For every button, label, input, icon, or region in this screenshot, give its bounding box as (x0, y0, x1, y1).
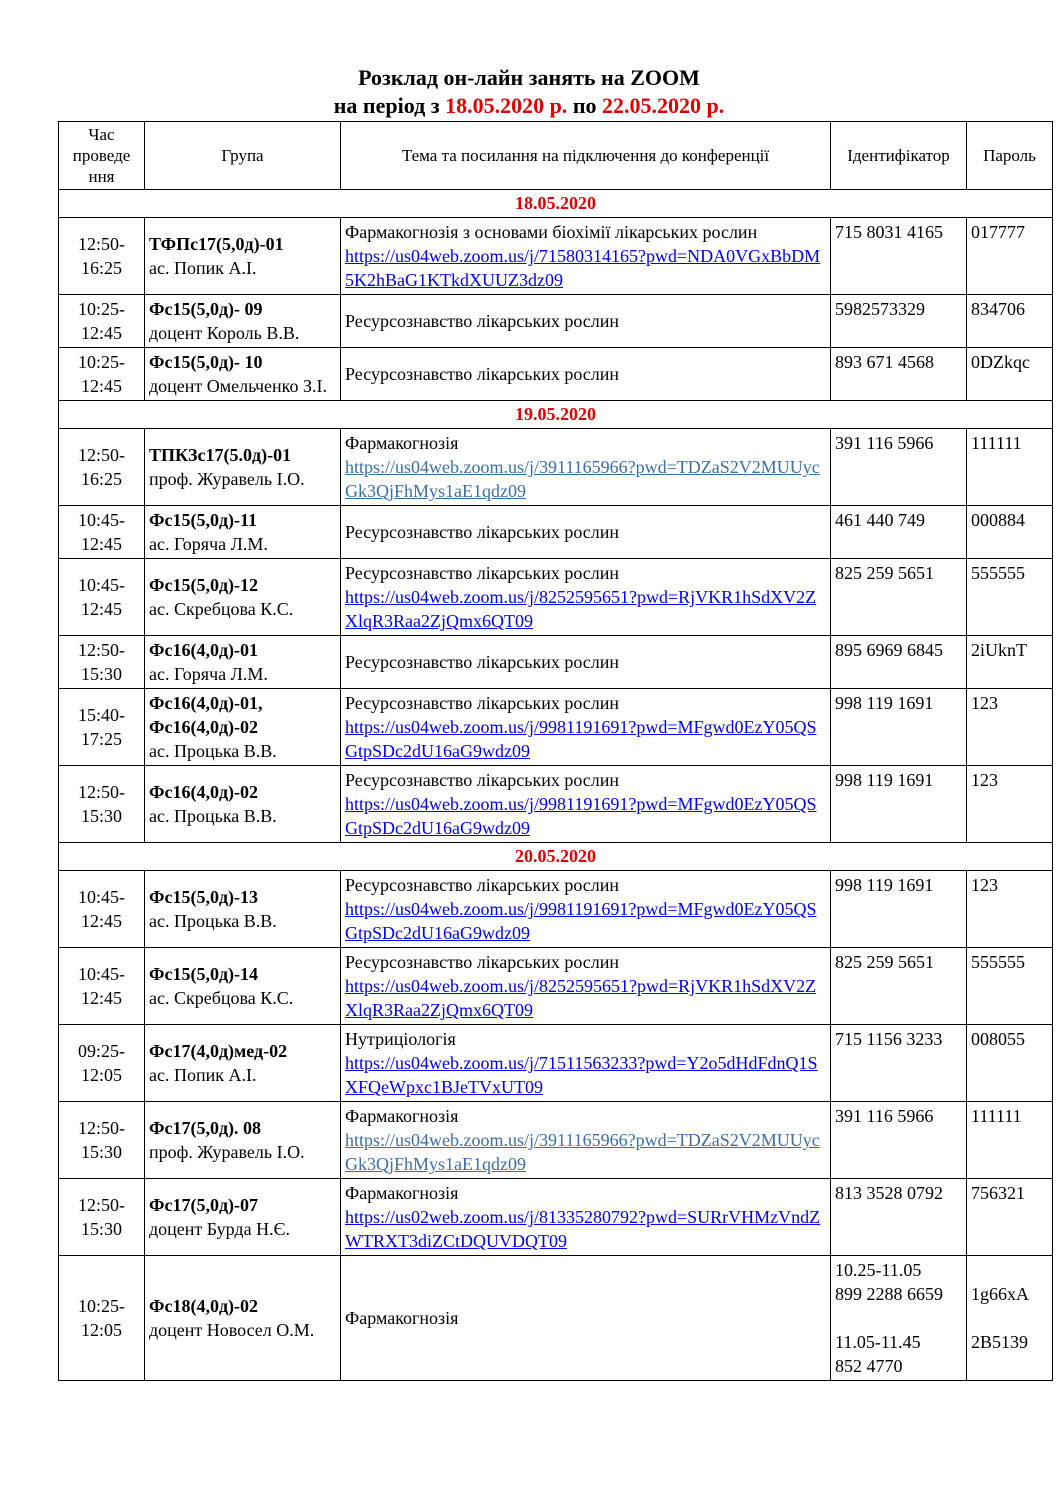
id-value: 893 671 4568 (835, 352, 934, 372)
group-name: ТПКЗс17(5.0д)-01 (149, 445, 292, 465)
id-value: 391 116 5966 (835, 433, 934, 453)
password-value: 111111 (971, 433, 1022, 453)
id-part: 899 2288 6659 (835, 1284, 943, 1304)
password-cell (967, 948, 1053, 1025)
password-value: 555555 (971, 563, 1025, 583)
topic-cell (341, 348, 831, 401)
teacher-name: ас. Процька В.В. (149, 806, 277, 826)
group-cell (145, 506, 341, 559)
topic-cell (341, 1025, 831, 1102)
table-row (59, 348, 1053, 401)
group-cell (145, 689, 341, 766)
conference-link[interactable]: https://us02web.zoom.us/j/81335280792?pwd=SURrVHMzVndZWTRXT3diZCtDQUVDQT09 (345, 1207, 821, 1251)
group-cell (145, 348, 341, 401)
group-cell (145, 1025, 341, 1102)
conference-link[interactable]: https://us04web.zoom.us/j/3911165966?pwd=TDZaS2V2MUUycGk3QjFhMys1aE1qdz09 (345, 1130, 820, 1174)
id-cell (831, 689, 967, 766)
password-value: 111111 (971, 1106, 1022, 1126)
id-value: 998 119 1691 (835, 693, 934, 713)
password-value: 2iUknT (971, 640, 1027, 660)
id-value: 825 259 5651 (835, 952, 934, 972)
table-row (59, 295, 1053, 348)
topic-title: Нутриціологія (345, 1029, 456, 1049)
password-value: 000884 (971, 510, 1025, 530)
id-cell (831, 348, 967, 401)
id-cell (831, 1256, 967, 1381)
time-cell: 10:45-12:45 (59, 506, 145, 559)
password-cell (967, 429, 1053, 506)
password-cell (967, 766, 1053, 843)
group-name: Фс15(5,0д)-12 (149, 575, 259, 595)
teacher-name: ас. Попик А.І. (149, 1065, 257, 1085)
teacher-name: ас. Процька В.В. (149, 741, 277, 761)
conference-link[interactable]: https://us04web.zoom.us/j/9981191691?pwd=MFgwd0EzY05QSGtpSDc2dU16aG9wdz09 (345, 794, 817, 838)
time-cell: 10:45-12:45 (59, 871, 145, 948)
password-cell (967, 348, 1053, 401)
id-part: 11.05-11.45 (835, 1332, 921, 1352)
group-name: Фс15(5,0д)-13 (149, 887, 259, 907)
table-row (59, 1102, 1053, 1179)
id-value: 813 3528 0792 (835, 1183, 943, 1203)
group-name: Фс15(5,0д)-11 (149, 510, 258, 530)
topic-title: Фармакогнозія (345, 433, 459, 453)
topic-cell (341, 689, 831, 766)
topic-cell (341, 1256, 831, 1381)
id-cell (831, 1102, 967, 1179)
title-line-2 (0, 92, 1058, 120)
password-value: 555555 (971, 952, 1025, 972)
teacher-name: проф. Журавель І.О. (149, 1142, 305, 1162)
teacher-name: проф. Журавель І.О. (149, 469, 305, 489)
conference-link[interactable]: https://us04web.zoom.us/j/71511563233?pwd=Y2o5dHdFdnQ1SXFQeWpxc1BJeTVxUT09 (345, 1053, 818, 1097)
group-name: Фс16(4,0д)-01, Фс16(4,0д)-02 (149, 693, 263, 737)
schedule-body (59, 190, 1053, 1381)
topic-cell (341, 766, 831, 843)
topic-cell (341, 218, 831, 295)
table-row (59, 429, 1053, 506)
group-name: Фс17(5,0д)-07 (149, 1195, 259, 1215)
group-cell (145, 948, 341, 1025)
topic-title: Фармакогнозія (345, 1106, 459, 1126)
topic-title: Ресурсознавство лікарських рослин (345, 522, 620, 542)
table-row (59, 766, 1053, 843)
conference-link[interactable]: https://us04web.zoom.us/j/9981191691?pwd=MFgwd0EzY05QSGtpSDc2dU16aG9wdz09 (345, 899, 817, 943)
id-part: 10.25-11.05 (835, 1260, 922, 1280)
date-cell: 18.05.2020 (59, 190, 1053, 218)
header-group: Група (145, 122, 341, 190)
teacher-name: ас. Попик А.І. (149, 258, 257, 278)
conference-link[interactable]: https://us04web.zoom.us/j/3911165966?pwd=TDZaS2V2MUUycGk3QjFhMys1aE1qdz09 (345, 457, 820, 501)
id-cell (831, 559, 967, 636)
group-cell (145, 766, 341, 843)
id-value: 998 119 1691 (835, 875, 934, 895)
title-period-mid: по (567, 93, 602, 118)
id-value: 715 1156 3233 (835, 1029, 943, 1049)
topic-cell (341, 948, 831, 1025)
header-id: Ідентифікатор (831, 122, 967, 190)
id-part: 852 4770 (835, 1356, 903, 1376)
title-line-1: Розклад он-лайн занять на ZOOM (358, 65, 700, 90)
time-cell: 10:45-12:45 (59, 559, 145, 636)
schedule-table (58, 121, 1053, 1381)
password-value: 756321 (971, 1183, 1025, 1203)
time-cell: 10:25-12:45 (59, 348, 145, 401)
teacher-name: доцент Король В.В. (149, 323, 300, 343)
group-name: Фс16(4,0д)-02 (149, 782, 259, 802)
page-title (0, 64, 1058, 120)
date-cell: 19.05.2020 (59, 401, 1053, 429)
password-cell (967, 506, 1053, 559)
group-name: Фс17(5,0д). 08 (149, 1118, 262, 1138)
id-value: 715 8031 4165 (835, 222, 943, 242)
password-cell (967, 1102, 1053, 1179)
topic-title: Ресурсознавство лікарських рослин (345, 563, 620, 583)
time-cell: 12:50-15:30 (59, 1102, 145, 1179)
password-cell (967, 1025, 1053, 1102)
date-row (59, 401, 1053, 429)
table-row (59, 506, 1053, 559)
teacher-name: ас. Процька В.В. (149, 911, 277, 931)
group-cell (145, 1179, 341, 1256)
title-date-from: 18.05.2020 р. (445, 93, 568, 118)
id-value: 998 119 1691 (835, 770, 934, 790)
group-name: Фс18(4,0д)-02 (149, 1296, 259, 1316)
topic-cell (341, 1179, 831, 1256)
id-value: 461 440 749 (835, 510, 925, 530)
password-cell (967, 218, 1053, 295)
time-cell: 15:40-17:25 (59, 689, 145, 766)
group-cell (145, 429, 341, 506)
topic-cell (341, 506, 831, 559)
id-value: 5982573329 (835, 299, 925, 319)
password-cell (967, 871, 1053, 948)
group-name: Фс15(5,0д)-14 (149, 964, 259, 984)
topic-cell (341, 1102, 831, 1179)
table-row (59, 948, 1053, 1025)
topic-cell (341, 636, 831, 689)
conference-link[interactable]: https://us04web.zoom.us/j/71580314165?pwd=NDA0VGxBbDM5K2hBaG1KTkdXUUZ3dz09 (345, 246, 821, 290)
topic-title: Ресурсознавство лікарських рослин (345, 875, 620, 895)
password-value: 123 (971, 693, 998, 713)
password-value: 123 (971, 770, 998, 790)
id-value: 825 259 5651 (835, 563, 934, 583)
group-name: Фс15(5,0д)- 10 (149, 352, 263, 372)
id-cell (831, 636, 967, 689)
topic-cell (341, 559, 831, 636)
topic-cell (341, 429, 831, 506)
table-row (59, 1025, 1053, 1102)
time-cell: 09:25-12:05 (59, 1025, 145, 1102)
password-cell (967, 295, 1053, 348)
id-cell (831, 1025, 967, 1102)
topic-title: Фармакогнозія (345, 1183, 459, 1203)
group-cell (145, 295, 341, 348)
table-row (59, 559, 1053, 636)
date-cell: 20.05.2020 (59, 843, 1053, 871)
group-cell (145, 636, 341, 689)
group-cell (145, 1102, 341, 1179)
group-cell (145, 559, 341, 636)
id-cell (831, 766, 967, 843)
time-cell: 12:50-15:30 (59, 766, 145, 843)
topic-title: Ресурсознавство лікарських рослин (345, 770, 620, 790)
teacher-name: ас. Горяча Л.М. (149, 534, 268, 554)
table-row (59, 1179, 1053, 1256)
teacher-name: ас. Горяча Л.М. (149, 664, 268, 684)
topic-title: Ресурсознавство лікарських рослин (345, 693, 620, 713)
password-cell (967, 1256, 1053, 1381)
date-row (59, 843, 1053, 871)
id-cell (831, 218, 967, 295)
password-value: 0DZkqc (971, 352, 1030, 372)
password-cell (967, 689, 1053, 766)
password-cell (967, 1179, 1053, 1256)
group-name: ТФПс17(5,0д)-01 (149, 234, 284, 254)
date-row (59, 190, 1053, 218)
topic-cell (341, 295, 831, 348)
time-cell: 12:50-15:30 (59, 636, 145, 689)
time-cell: 12:50-16:25 (59, 218, 145, 295)
time-cell: 10:25-12:05 (59, 1256, 145, 1381)
header-row (59, 122, 1053, 190)
password-part: 1g66xA (971, 1284, 1029, 1304)
topic-title: Ресурсознавство лікарських рослин (345, 364, 620, 384)
time-cell: 10:25-12:45 (59, 295, 145, 348)
topic-title: Ресурсознавство лікарських рослин (345, 952, 620, 972)
topic-title: Ресурсознавство лікарських рослин (345, 652, 620, 672)
conference-link[interactable]: https://us04web.zoom.us/j/8252595651?pwd=RjVKR1hSdXV2ZXlqR3Raa2ZjQmx6QT09 (345, 587, 817, 631)
password-value: 017777 (971, 222, 1025, 242)
header-password: Пароль (967, 122, 1053, 190)
header-topic: Тема та посилання на підключення до конференції (341, 122, 831, 190)
table-row (59, 636, 1053, 689)
password-cell (967, 636, 1053, 689)
topic-title: Фармакогнозія з основами біохімії лікарських рослин (345, 222, 758, 242)
teacher-name: доцент Омельченко З.І. (149, 376, 327, 396)
topic-title: Ресурсознавство лікарських рослин (345, 311, 620, 331)
password-value: 123 (971, 875, 998, 895)
password-part: 2B5139 (971, 1332, 1029, 1352)
topic-title: Фармакогнозія (345, 1308, 459, 1328)
id-cell (831, 1179, 967, 1256)
conference-link[interactable]: https://us04web.zoom.us/j/9981191691?pwd=MFgwd0EzY05QSGtpSDc2dU16aG9wdz09 (345, 717, 817, 761)
id-cell (831, 948, 967, 1025)
teacher-name: ас. Скребцова К.С. (149, 988, 294, 1008)
table-row (59, 689, 1053, 766)
id-cell (831, 871, 967, 948)
id-cell (831, 506, 967, 559)
group-cell (145, 871, 341, 948)
teacher-name: доцент Новосел О.М. (149, 1320, 315, 1340)
group-name: Фс16(4,0д)-01 (149, 640, 259, 660)
table-row (59, 218, 1053, 295)
group-name: Фс17(4,0д)мед-02 (149, 1041, 288, 1061)
password-value: 008055 (971, 1029, 1025, 1049)
time-cell: 12:50-15:30 (59, 1179, 145, 1256)
id-value: 895 6969 6845 (835, 640, 943, 660)
teacher-name: ас. Скребцова К.С. (149, 599, 294, 619)
group-name: Фс15(5,0д)- 09 (149, 299, 263, 319)
password-cell (967, 559, 1053, 636)
title-period-prefix: на період з (333, 93, 446, 118)
group-cell (145, 218, 341, 295)
group-cell (145, 1256, 341, 1381)
topic-cell (341, 871, 831, 948)
id-cell (831, 295, 967, 348)
table-row (59, 871, 1053, 948)
id-value: 391 116 5966 (835, 1106, 934, 1126)
time-cell: 12:50-16:25 (59, 429, 145, 506)
title-date-to: 22.05.2020 р. (602, 93, 725, 118)
header-time: Час проведе ння (59, 122, 145, 190)
password-value: 834706 (971, 299, 1025, 319)
id-cell (831, 429, 967, 506)
time-cell: 10:45-12:45 (59, 948, 145, 1025)
table-row (59, 1256, 1053, 1381)
conference-link[interactable]: https://us04web.zoom.us/j/8252595651?pwd=RjVKR1hSdXV2ZXlqR3Raa2ZjQmx6QT09 (345, 976, 817, 1020)
teacher-name: доцент Бурда Н.Є. (149, 1219, 290, 1239)
spacer (835, 1306, 962, 1330)
